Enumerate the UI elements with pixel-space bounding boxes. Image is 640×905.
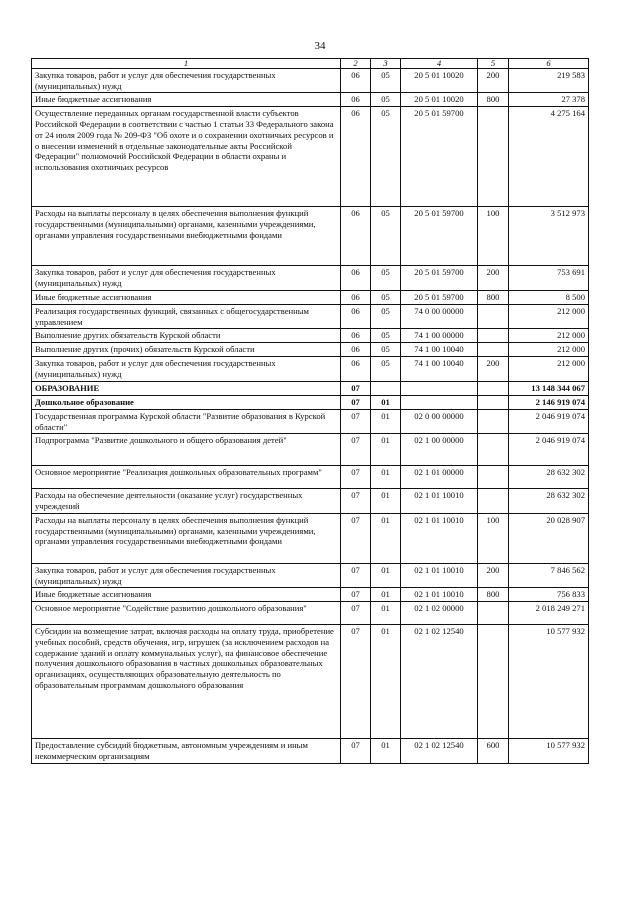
cell-amount: 756 833 xyxy=(509,588,589,602)
cell-name: Закупка товаров, работ и услуг для обеспечения государственных (муниципальных) нужд xyxy=(32,357,341,381)
column-header-amount: 6 xyxy=(509,59,589,69)
cell-subsection: 05 xyxy=(371,69,401,93)
cell-subsection xyxy=(371,381,401,395)
cell-target-article: 20 5 01 59700 xyxy=(401,290,478,304)
cell-section: 07 xyxy=(341,513,371,563)
cell-subsection: 05 xyxy=(371,304,401,328)
cell-amount: 2 018 249 271 xyxy=(509,602,589,625)
table-header-row xyxy=(32,59,589,69)
table-row xyxy=(32,381,589,395)
cell-subsection: 01 xyxy=(371,625,401,739)
cell-target-article: 02 1 01 10010 xyxy=(401,588,478,602)
cell-name: Осуществление переданных органам государственной власти субъектов Российской Федерации в соответствии с частью 1 статьи 33 Федерального закона от 24 июля 2009 года № 209-ФЗ "Об охоте и о сохранении охотничьих ресурсов и о внесении изменений в отдельные законодательные акты Российской Федерации" полномочий Российской Федерации в области охраны и использования охотничьих ресурсов xyxy=(32,107,341,207)
cell-target-article: 20 5 01 10020 xyxy=(401,93,478,107)
cell-expense-type xyxy=(478,381,509,395)
page-number: 34 xyxy=(314,40,326,52)
cell-section: 07 xyxy=(341,395,371,409)
cell-section: 06 xyxy=(341,357,371,381)
cell-name: Закупка товаров, работ и услуг для обеспечения государственных (муниципальных) нужд xyxy=(32,266,341,290)
cell-expense-type xyxy=(478,625,509,739)
cell-expense-type xyxy=(478,466,509,489)
cell-expense-type xyxy=(478,434,509,466)
cell-section: 07 xyxy=(341,563,371,587)
cell-amount: 212 000 xyxy=(509,343,589,357)
table-row xyxy=(32,395,589,409)
cell-expense-type xyxy=(478,489,509,513)
cell-name: Закупка товаров, работ и услуг для обеспечения государственных (муниципальных) нужд xyxy=(32,69,341,93)
column-header-section: 2 xyxy=(341,59,371,69)
cell-target-article: 20 5 01 59700 xyxy=(401,107,478,207)
cell-name: Расходы на выплаты персоналу в целях обеспечения выполнения функций государственными (муниципальными) органами, казенными учреждениями, органами управления государственными внебюджетными фондами xyxy=(32,207,341,266)
cell-subsection: 05 xyxy=(371,290,401,304)
cell-section: 07 xyxy=(341,602,371,625)
cell-expense-type xyxy=(478,343,509,357)
table-row xyxy=(32,434,589,466)
budget-table xyxy=(31,58,589,764)
table-row xyxy=(32,329,589,343)
cell-amount: 212 000 xyxy=(509,304,589,328)
column-header-target-article: 4 xyxy=(401,59,478,69)
cell-target-article: 02 0 00 00000 xyxy=(401,409,478,433)
table-row xyxy=(32,513,589,563)
cell-name: Расходы на выплаты персоналу в целях обеспечения выполнения функций государственными (муниципальными) органами, казенными учреждениями, органами управления государственными внебюджетными фондами xyxy=(32,513,341,563)
cell-amount: 212 000 xyxy=(509,329,589,343)
cell-subsection: 01 xyxy=(371,434,401,466)
cell-target-article: 20 5 01 10020 xyxy=(401,69,478,93)
cell-section: 07 xyxy=(341,466,371,489)
cell-amount: 212 000 xyxy=(509,357,589,381)
cell-target-article: 02 1 00 00000 xyxy=(401,434,478,466)
cell-amount: 28 632 302 xyxy=(509,489,589,513)
cell-section: 06 xyxy=(341,290,371,304)
table-row xyxy=(32,466,589,489)
cell-subsection: 01 xyxy=(371,602,401,625)
cell-name: Дошкольное образование xyxy=(32,395,341,409)
table-row xyxy=(32,304,589,328)
cell-target-article: 74 1 00 10040 xyxy=(401,357,478,381)
cell-subsection: 01 xyxy=(371,395,401,409)
cell-amount: 10 577 932 xyxy=(509,625,589,739)
column-header-expense-type: 5 xyxy=(478,59,509,69)
cell-section: 06 xyxy=(341,93,371,107)
cell-section: 07 xyxy=(341,489,371,513)
cell-subsection: 05 xyxy=(371,357,401,381)
cell-subsection: 01 xyxy=(371,739,401,763)
cell-target-article: 74 0 00 00000 xyxy=(401,304,478,328)
cell-name: Субсидии на возмещение затрат, включая расходы на оплату труда, приобретение учебных пособий, средств обучения, игр, игрушек (за исключением расходов на содержание зданий и оплату коммунальных услуг), на финансовое обеспечение получения дошкольного образования в частных дошкольных образовательных организациях, осуществляющих образовательную деятельность по образовательным программам дошкольного образования xyxy=(32,625,341,739)
cell-expense-type: 100 xyxy=(478,207,509,266)
cell-section: 06 xyxy=(341,266,371,290)
table-row xyxy=(32,602,589,625)
cell-section: 06 xyxy=(341,207,371,266)
cell-expense-type xyxy=(478,304,509,328)
cell-expense-type: 800 xyxy=(478,93,509,107)
cell-expense-type: 200 xyxy=(478,69,509,93)
table-row xyxy=(32,357,589,381)
cell-expense-type xyxy=(478,409,509,433)
table-row xyxy=(32,107,589,207)
cell-expense-type: 800 xyxy=(478,290,509,304)
cell-name: Расходы на обеспечение деятельности (оказание услуг) государственных учреждений xyxy=(32,489,341,513)
table-row xyxy=(32,290,589,304)
table-row xyxy=(32,93,589,107)
cell-amount: 27 378 xyxy=(509,93,589,107)
cell-section: 06 xyxy=(341,107,371,207)
cell-target-article: 20 5 01 59700 xyxy=(401,266,478,290)
cell-section: 07 xyxy=(341,588,371,602)
cell-target-article: 74 1 00 10040 xyxy=(401,343,478,357)
cell-expense-type: 200 xyxy=(478,266,509,290)
cell-section: 07 xyxy=(341,409,371,433)
cell-section: 07 xyxy=(341,381,371,395)
cell-target-article xyxy=(401,395,478,409)
table-row xyxy=(32,409,589,433)
cell-name: Реализация государственных функций, связанных с общегосударственным управлением xyxy=(32,304,341,328)
cell-name: Основное мероприятие "Содействие развитию дошкольного образования" xyxy=(32,602,341,625)
table-row xyxy=(32,207,589,266)
cell-name: Выполнение других обязательств Курской области xyxy=(32,329,341,343)
table-row xyxy=(32,588,589,602)
cell-name: Выполнение других (прочих) обязательств Курской области xyxy=(32,343,341,357)
cell-section: 07 xyxy=(341,625,371,739)
cell-amount: 219 583 xyxy=(509,69,589,93)
cell-target-article: 02 1 02 12540 xyxy=(401,739,478,763)
cell-amount: 3 512 973 xyxy=(509,207,589,266)
column-header-name: 1 xyxy=(32,59,341,69)
cell-amount: 2 046 919 074 xyxy=(509,409,589,433)
cell-target-article: 20 5 01 59700 xyxy=(401,207,478,266)
cell-subsection: 01 xyxy=(371,588,401,602)
cell-expense-type: 200 xyxy=(478,357,509,381)
cell-section: 06 xyxy=(341,343,371,357)
cell-amount: 20 028 907 xyxy=(509,513,589,563)
table-body xyxy=(32,69,589,764)
cell-section: 06 xyxy=(341,69,371,93)
cell-amount: 10 577 932 xyxy=(509,739,589,763)
cell-subsection: 01 xyxy=(371,409,401,433)
cell-target-article: 02 1 02 12540 xyxy=(401,625,478,739)
cell-amount: 2 146 919 074 xyxy=(509,395,589,409)
cell-subsection: 01 xyxy=(371,489,401,513)
cell-name: Иные бюджетные ассигнования xyxy=(32,93,341,107)
cell-subsection: 05 xyxy=(371,329,401,343)
cell-expense-type xyxy=(478,107,509,207)
table-row xyxy=(32,625,589,739)
cell-subsection: 01 xyxy=(371,466,401,489)
cell-target-article: 02 1 02 00000 xyxy=(401,602,478,625)
column-header-subsection: 3 xyxy=(371,59,401,69)
cell-expense-type: 600 xyxy=(478,739,509,763)
table-row xyxy=(32,69,589,93)
cell-subsection: 05 xyxy=(371,93,401,107)
cell-expense-type xyxy=(478,395,509,409)
cell-name: Основное мероприятие "Реализация дошкольных образовательных программ" xyxy=(32,466,341,489)
cell-expense-type: 800 xyxy=(478,588,509,602)
cell-target-article xyxy=(401,381,478,395)
cell-expense-type: 200 xyxy=(478,563,509,587)
cell-section: 06 xyxy=(341,329,371,343)
table-row xyxy=(32,343,589,357)
cell-amount: 753 691 xyxy=(509,266,589,290)
cell-section: 07 xyxy=(341,739,371,763)
cell-expense-type xyxy=(478,602,509,625)
cell-amount: 7 846 562 xyxy=(509,563,589,587)
cell-name: ОБРАЗОВАНИЕ xyxy=(32,381,341,395)
table-row xyxy=(32,266,589,290)
cell-subsection: 05 xyxy=(371,207,401,266)
cell-target-article: 02 1 01 10010 xyxy=(401,489,478,513)
cell-name: Предоставление субсидий бюджетным, автономным учреждениям и иным некоммерческим организациям xyxy=(32,739,341,763)
cell-name: Государственная программа Курской области "Развитие образования в Курской области" xyxy=(32,409,341,433)
cell-target-article: 02 1 01 00000 xyxy=(401,466,478,489)
table-row xyxy=(32,563,589,587)
cell-name: Иные бюджетные ассигнования xyxy=(32,588,341,602)
cell-target-article: 02 1 01 10010 xyxy=(401,563,478,587)
cell-amount: 2 046 919 074 xyxy=(509,434,589,466)
cell-amount: 8 500 xyxy=(509,290,589,304)
cell-name: Закупка товаров, работ и услуг для обеспечения государственных (муниципальных) нужд xyxy=(32,563,341,587)
table-row xyxy=(32,739,589,763)
cell-subsection: 05 xyxy=(371,266,401,290)
cell-target-article: 02 1 01 10010 xyxy=(401,513,478,563)
cell-section: 06 xyxy=(341,304,371,328)
cell-amount: 28 632 302 xyxy=(509,466,589,489)
cell-amount: 13 148 344 067 xyxy=(509,381,589,395)
cell-subsection: 05 xyxy=(371,343,401,357)
table-row xyxy=(32,489,589,513)
cell-name: Подпрограмма "Развитие дошкольного и общего образования детей" xyxy=(32,434,341,466)
cell-subsection: 05 xyxy=(371,107,401,207)
cell-subsection: 01 xyxy=(371,563,401,587)
cell-section: 07 xyxy=(341,434,371,466)
cell-target-article: 74 1 00 00000 xyxy=(401,329,478,343)
cell-amount: 4 275 164 xyxy=(509,107,589,207)
cell-subsection: 01 xyxy=(371,513,401,563)
cell-name: Иные бюджетные ассигнования xyxy=(32,290,341,304)
cell-expense-type xyxy=(478,329,509,343)
cell-expense-type: 100 xyxy=(478,513,509,563)
